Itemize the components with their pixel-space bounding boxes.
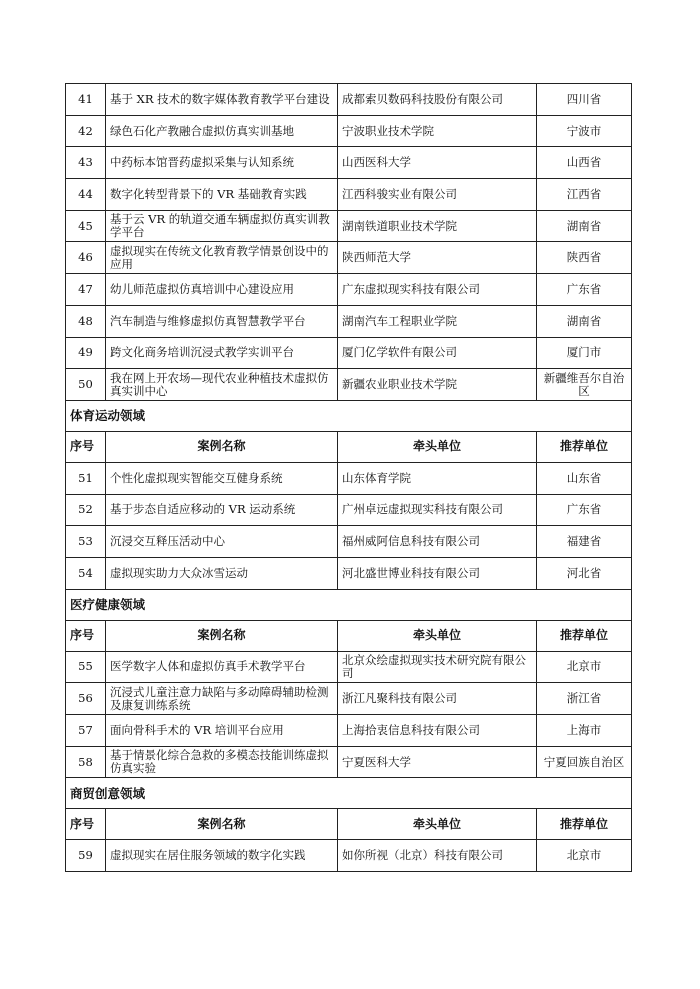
table-row	[66, 746, 632, 778]
lead-organization: 山东体育学院	[338, 462, 537, 494]
header-serial: 序号	[66, 620, 106, 651]
header-recommender: 推荐单位	[537, 809, 632, 840]
header-serial: 序号	[66, 809, 106, 840]
table-row	[66, 305, 632, 337]
lead-organization: 如你所视（北京）科技有限公司	[338, 840, 537, 872]
lead-organization: 厦门亿学软件有限公司	[338, 337, 537, 369]
header-row	[66, 620, 632, 651]
recommending-unit: 江西省	[537, 179, 632, 211]
case-name: 绿色石化产教融合虚拟仿真实训基地	[106, 115, 338, 147]
case-name: 基于云 VR 的轨道交通车辆虚拟仿真实训教学平台	[106, 210, 338, 242]
section-title: 商贸创意领域	[66, 778, 632, 809]
table-row	[66, 840, 632, 872]
table-row	[66, 84, 632, 116]
recommending-unit: 广东省	[537, 274, 632, 306]
table-row	[66, 683, 632, 715]
case-name: 幼儿师范虚拟仿真培训中心建设应用	[106, 274, 338, 306]
section-title: 医疗健康领域	[66, 589, 632, 620]
lead-organization: 江西科骏实业有限公司	[338, 179, 537, 211]
header-case-name: 案例名称	[106, 620, 338, 651]
table-row	[66, 494, 632, 526]
case-name: 个性化虚拟现实智能交互健身系统	[106, 462, 338, 494]
table-row	[66, 651, 632, 683]
row-number: 57	[66, 715, 106, 747]
header-lead-unit: 牵头单位	[338, 431, 537, 462]
case-name: 虚拟现实助力大众冰雪运动	[106, 557, 338, 589]
case-name: 基于情景化综合急救的多模态技能训练虚拟仿真实验	[106, 746, 338, 778]
header-lead-unit: 牵头单位	[338, 809, 537, 840]
table-row	[66, 274, 632, 306]
lead-organization: 成都索贝数码科技股份有限公司	[338, 84, 537, 116]
recommending-unit: 河北省	[537, 557, 632, 589]
recommending-unit: 湖南省	[537, 210, 632, 242]
recommending-unit: 浙江省	[537, 683, 632, 715]
section-title: 体育运动领域	[66, 400, 632, 431]
lead-organization: 陕西师范大学	[338, 242, 537, 274]
section-title-row	[66, 400, 632, 431]
header-case-name: 案例名称	[106, 809, 338, 840]
row-number: 59	[66, 840, 106, 872]
row-number: 48	[66, 305, 106, 337]
case-name: 虚拟现实在传统文化教育教学情景创设中的应用	[106, 242, 338, 274]
row-number: 50	[66, 369, 106, 401]
table-row	[66, 369, 632, 401]
recommending-unit: 湖南省	[537, 305, 632, 337]
case-name: 跨文化商务培训沉浸式教学实训平台	[106, 337, 338, 369]
recommending-unit: 陕西省	[537, 242, 632, 274]
recommending-unit: 新疆维吾尔自治区	[537, 369, 632, 401]
row-number: 55	[66, 651, 106, 683]
case-name: 医学数字人体和虚拟仿真手术教学平台	[106, 651, 338, 683]
case-name: 我在网上开农场—现代农业种植技术虚拟仿真实训中心	[106, 369, 338, 401]
lead-organization: 宁夏医科大学	[338, 746, 537, 778]
table-row	[66, 179, 632, 211]
case-name: 沉浸交互释压活动中心	[106, 526, 338, 558]
case-name: 中药标本馆晋药虚拟采集与认知系统	[106, 147, 338, 179]
lead-organization: 广东虚拟现实科技有限公司	[338, 274, 537, 306]
lead-organization: 浙江凡聚科技有限公司	[338, 683, 537, 715]
recommending-unit: 宁夏回族自治区	[537, 746, 632, 778]
table-row	[66, 462, 632, 494]
table-row	[66, 526, 632, 558]
lead-organization: 河北盛世博业科技有限公司	[338, 557, 537, 589]
row-number: 51	[66, 462, 106, 494]
row-number: 42	[66, 115, 106, 147]
row-number: 52	[66, 494, 106, 526]
row-number: 41	[66, 84, 106, 116]
recommending-unit: 山东省	[537, 462, 632, 494]
table-row	[66, 115, 632, 147]
header-row	[66, 431, 632, 462]
recommending-unit: 山西省	[537, 147, 632, 179]
recommending-unit: 福建省	[537, 526, 632, 558]
header-case-name: 案例名称	[106, 431, 338, 462]
recommending-unit: 广东省	[537, 494, 632, 526]
header-recommender: 推荐单位	[537, 431, 632, 462]
lead-organization: 广州卓远虚拟现实科技有限公司	[338, 494, 537, 526]
section-title-row	[66, 778, 632, 809]
case-name: 基于 XR 技术的数字媒体教育教学平台建设	[106, 84, 338, 116]
case-name: 面向骨科手术的 VR 培训平台应用	[106, 715, 338, 747]
table-row	[66, 557, 632, 589]
lead-organization: 北京众绘虚拟现实技术研究院有限公司	[338, 651, 537, 683]
lead-organization: 福州威阿信息科技有限公司	[338, 526, 537, 558]
recommending-unit: 厦门市	[537, 337, 632, 369]
header-serial: 序号	[66, 431, 106, 462]
table-row	[66, 337, 632, 369]
row-number: 58	[66, 746, 106, 778]
case-name: 汽车制造与维修虚拟仿真智慧教学平台	[106, 305, 338, 337]
table-row	[66, 147, 632, 179]
row-number: 49	[66, 337, 106, 369]
lead-organization: 上海拾衷信息科技有限公司	[338, 715, 537, 747]
lead-organization: 山西医科大学	[338, 147, 537, 179]
recommending-unit: 宁波市	[537, 115, 632, 147]
table-row	[66, 715, 632, 747]
table-row	[66, 210, 632, 242]
lead-organization: 湖南汽车工程职业学院	[338, 305, 537, 337]
row-number: 54	[66, 557, 106, 589]
lead-organization: 宁波职业技术学院	[338, 115, 537, 147]
table-row	[66, 242, 632, 274]
case-name: 数字化转型背景下的 VR 基础教育实践	[106, 179, 338, 211]
row-number: 46	[66, 242, 106, 274]
row-number: 56	[66, 683, 106, 715]
document-page	[65, 83, 631, 872]
row-number: 53	[66, 526, 106, 558]
header-lead-unit: 牵头单位	[338, 620, 537, 651]
recommending-unit: 北京市	[537, 840, 632, 872]
section-title-row	[66, 589, 632, 620]
case-table	[65, 83, 632, 872]
lead-organization: 湖南铁道职业技术学院	[338, 210, 537, 242]
recommending-unit: 四川省	[537, 84, 632, 116]
header-row	[66, 809, 632, 840]
recommending-unit: 上海市	[537, 715, 632, 747]
row-number: 45	[66, 210, 106, 242]
case-name: 沉浸式儿童注意力缺陷与多动障碍辅助检测及康复训练系统	[106, 683, 338, 715]
lead-organization: 新疆农业职业技术学院	[338, 369, 537, 401]
header-recommender: 推荐单位	[537, 620, 632, 651]
case-name: 虚拟现实在居住服务领域的数字化实践	[106, 840, 338, 872]
case-name: 基于步态自适应移动的 VR 运动系统	[106, 494, 338, 526]
row-number: 44	[66, 179, 106, 211]
case-table-body	[66, 84, 632, 872]
row-number: 47	[66, 274, 106, 306]
recommending-unit: 北京市	[537, 651, 632, 683]
row-number: 43	[66, 147, 106, 179]
